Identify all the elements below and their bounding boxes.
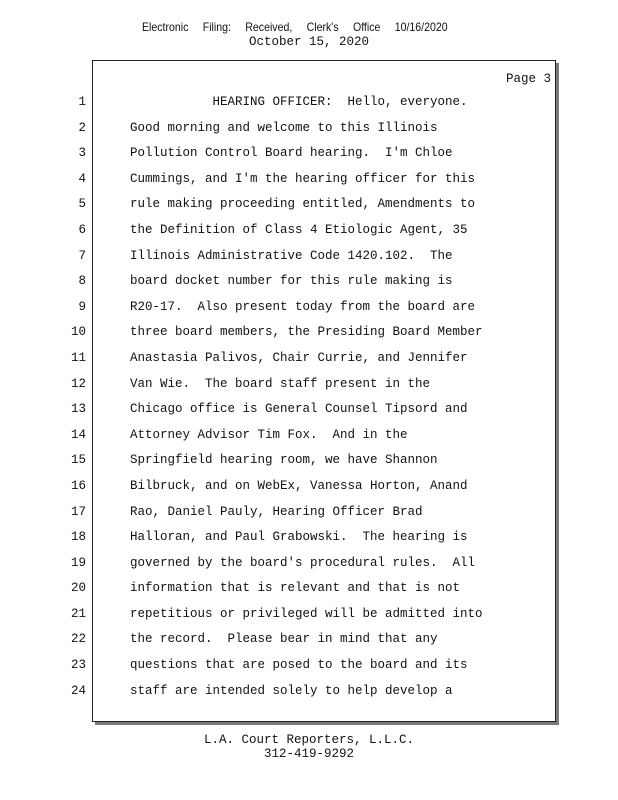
transcript-line: board docket number for this rule making is xyxy=(130,274,453,289)
page-footer xyxy=(0,733,618,761)
line-number: 10 xyxy=(70,325,86,340)
line-number: 8 xyxy=(78,274,86,289)
line-number: 22 xyxy=(70,632,86,647)
page-number: Page 3 xyxy=(505,72,551,86)
transcript-text xyxy=(130,94,550,708)
filing-stamp-label: Electronic xyxy=(142,20,189,34)
line-number: 16 xyxy=(70,478,86,493)
transcript-line: Anastasia Palivos, Chair Currie, and Jennifer xyxy=(130,350,468,365)
transcript-line: Rao, Daniel Pauly, Hearing Officer Brad xyxy=(130,504,423,519)
transcript-line: Bilbruck, and on WebEx, Vanessa Horton, Anand xyxy=(130,478,468,493)
transcript-line: the Definition of Class 4 Etiologic Agent, 35 xyxy=(130,222,468,237)
filing-stamp-office: Office xyxy=(352,20,381,34)
transcript-line: Good morning and welcome to this Illinois xyxy=(130,120,438,135)
line-number: 21 xyxy=(70,606,86,621)
line-number: 23 xyxy=(70,658,86,673)
court-reporter-phone: 312-419-9292 xyxy=(263,747,354,761)
line-number: 17 xyxy=(70,504,86,519)
line-number: 11 xyxy=(70,350,86,365)
line-number: 1 xyxy=(78,95,86,109)
transcript-line: the record. Please bear in mind that any xyxy=(130,632,438,647)
filing-stamp-clerk: Clerk's xyxy=(306,20,339,34)
transcript-line: staff are intended solely to help develop a xyxy=(130,683,453,698)
filing-stamp-filing: Filing: xyxy=(202,20,231,34)
line-number: 24 xyxy=(70,683,86,698)
filing-stamp-date: 10/16/2020 xyxy=(394,20,448,34)
filing-stamp-received: Received, xyxy=(245,20,293,34)
transcript-line: three board members, the Presiding Board Member xyxy=(130,325,483,340)
line-number: 7 xyxy=(78,248,86,263)
court-reporter-name: L.A. Court Reporters, L.L.C. xyxy=(203,733,415,747)
line-number: 19 xyxy=(70,555,86,570)
transcript-line: questions that are posed to the board and its xyxy=(130,658,468,673)
transcript-line: Chicago office is General Counsel Tipsord and xyxy=(130,402,468,417)
line-number: 14 xyxy=(70,427,86,442)
transcript-line: R20-17. Also present today from the board are xyxy=(130,299,476,314)
line-number: 15 xyxy=(70,453,86,468)
transcript-line: governed by the board's procedural rules. All xyxy=(130,555,476,570)
line-number: 2 xyxy=(78,120,86,135)
line-number: 9 xyxy=(78,299,86,314)
transcript-line: Springfield hearing room, we have Shannon xyxy=(130,453,438,468)
hearing-date: October 15, 2020 xyxy=(248,35,370,49)
transcript-line: repetitious or privileged will be admitted into xyxy=(130,606,483,621)
line-number: 18 xyxy=(70,530,86,545)
line-number: 5 xyxy=(78,197,86,212)
transcript-line: HEARING OFFICER: Hello, everyone. xyxy=(130,95,468,109)
transcript-line: information that is relevant and that is not xyxy=(130,581,461,596)
line-number: 3 xyxy=(78,146,86,161)
transcript-line: Cummings, and I'm the hearing officer for this xyxy=(130,171,476,186)
line-number: 20 xyxy=(70,581,86,596)
line-number: 4 xyxy=(78,171,86,186)
line-number-column xyxy=(62,94,86,708)
filing-stamp xyxy=(142,20,459,34)
transcript-line: Illinois Administrative Code 1420.102. The xyxy=(130,248,453,263)
line-number: 13 xyxy=(70,402,86,417)
line-number: 6 xyxy=(78,222,86,237)
transcript-line: Van Wie. The board staff present in the xyxy=(130,376,431,391)
transcript-line: Pollution Control Board hearing. I'm Chloe xyxy=(130,146,453,161)
transcript-line: Attorney Advisor Tim Fox. And in the xyxy=(130,427,408,442)
line-number: 12 xyxy=(70,376,86,391)
transcript-line: Halloran, and Paul Grabowski. The hearing is xyxy=(130,530,468,545)
transcript-line: rule making proceeding entitled, Amendments to xyxy=(130,197,476,212)
